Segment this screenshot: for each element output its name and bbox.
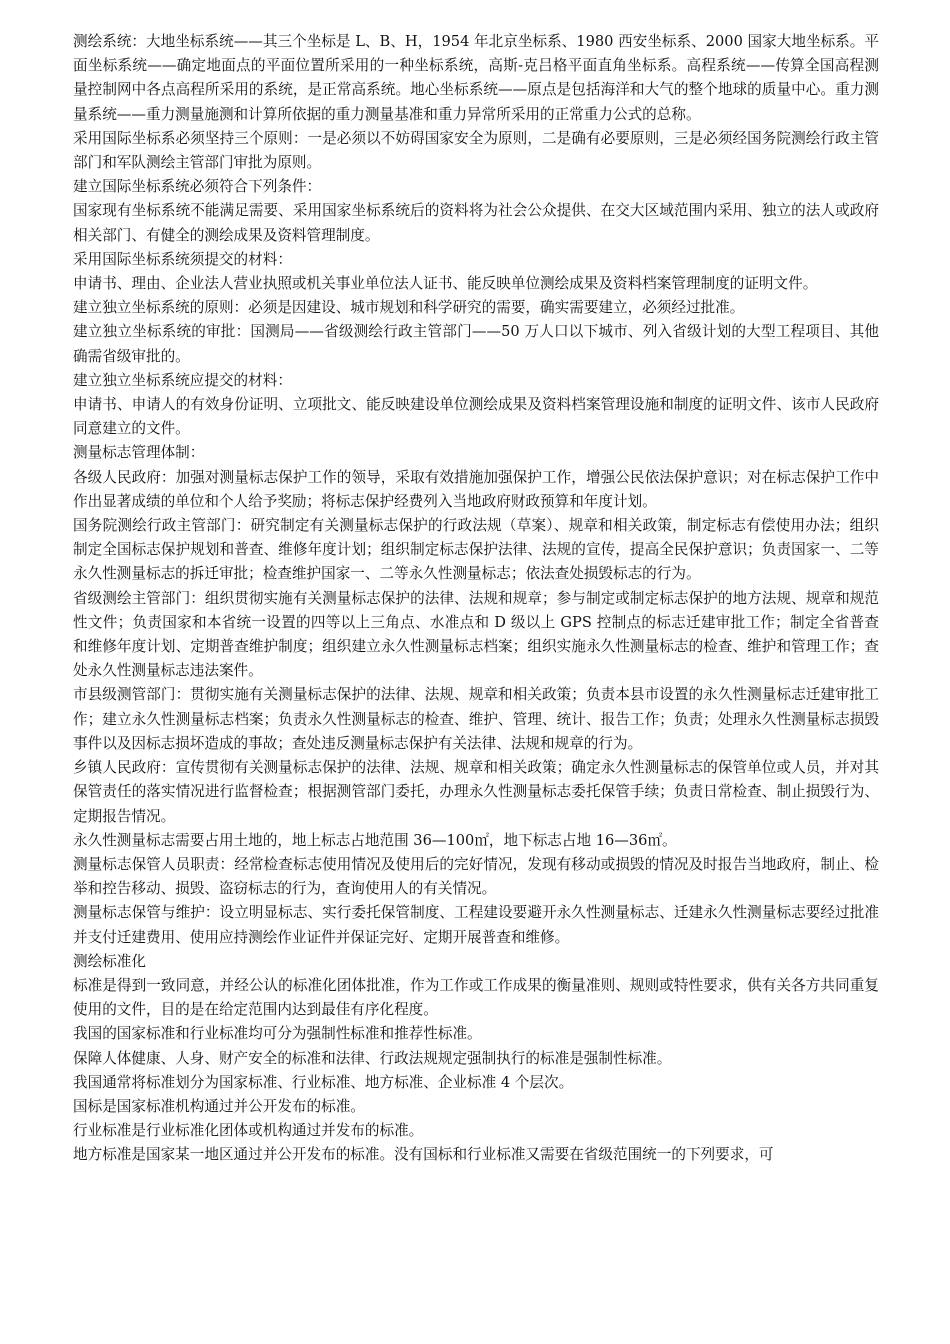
paragraph-city-county-dept: 市县级测管部门：贯彻实施有关测量标志保护的法律、法规、规章和相关政策；负责本县市设置的永久性测量标志迁建审批工作；建立永久性测量标志档案；负责永久性测量标志的检查、维护、管理、统计、报告工作；负责；处理永久性测量标志损毁事件以及因标志损坏造成的事故；查处违反测量标志保护有关法律、法规和规章的行为。 bbox=[73, 686, 879, 752]
paragraph-four-levels: 我国通常将标准划分为国家标准、行业标准、地方标准、企业标准 4 个层次。 bbox=[73, 1073, 574, 1091]
paragraph-custodian-duties: 测量标志保管人员职责：经常检查标志使用情况及使用后的完好情况，发现有移动或损毁的情况及时报告当地政府，制止、检举和控告移动、损毁、盗窃标志的行为，查询使用人的有关情况。 bbox=[73, 855, 879, 898]
paragraph-intl-materials: 申请书、理由、企业法人营业执照或机关事业单位法人证书、能反映单位测绘成果及资料档案管理制度的证明文件。 bbox=[73, 275, 818, 293]
paragraph-independent-materials: 申请书、申请人的有效身份证明、立项批文、能反映建设单位测绘成果及资料档案管理设施和制度的证明文件、该市人民政府同意建立的文件。 bbox=[73, 396, 879, 438]
paragraph-mark-management-heading: 测量标志管理体制： bbox=[73, 444, 205, 462]
paragraph-state-council-dept: 国务院测绘行政主管部门：研究制定有关测量标志保护的行政法规（草案）、规章和相关政策，制定标志有偿使用办法；组织制定全国标志保护规划和普查、维修年度计划；组织制定标志保护法律、法规的宣传，提高全民保护意识；负责国家一、二等永久性测量标志的拆迁审批；检查维护国家一、二等永久性测量标志；依法查处损毁标志的行为。 bbox=[73, 517, 879, 583]
paragraph-township-government: 乡镇人民政府：宣传贯彻有关测量标志保护的法律、法规、规章和相关政策；确定永久性测量标志的保管单位或人员，并对其保管责任的落实情况进行监督检查；根据测管部门委托，办理永久性测量标志委托保管手续；负责日常检查、制止损毁行为、定期报告情况。 bbox=[73, 759, 879, 825]
paragraph-independent-materials-heading: 建立独立坐标系统应提交的材料： bbox=[73, 371, 292, 389]
paragraph-independent-principles: 建立独立坐标系统的原则：必须是因建设、城市规划和科学研究的需要，确实需要建立，必须经过批准。 bbox=[73, 299, 745, 317]
paragraph-industry-standard: 行业标准是行业标准化团体或机构通过并发布的标准。 bbox=[73, 1122, 424, 1140]
paragraph-intl-system-conditions-heading: 建立国际坐标系统必须符合下列条件： bbox=[73, 178, 322, 196]
paragraph-intl-coordinate-principles: 采用国际坐标系必须坚持三个原则：一是必须以不妨碍国家安全为原则，二是确有必要原则，三是必须经国务院测绘行政主管部门和军队测绘主管部门审批为原则。 bbox=[73, 129, 879, 172]
paragraph-national-standard: 国标是国家标准机构通过并公开发布的标准。 bbox=[73, 1097, 365, 1115]
paragraph-independent-approval: 建立独立坐标系统的审批：国测局——省级测绘行政主管部门——50 万人口以下城市、列入省级计划的大型工程项目、其他确需省级审批的。 bbox=[73, 323, 879, 365]
paragraph-surveying-systems: 测绘系统：大地坐标系统——其三个坐标是 L、B、H，1954 年北京坐标系、1980 西安坐标系、2000 国家大地坐标系。平面坐标系统——确定地面点的平面位置所采用的一种坐标系统，高斯-克吕格平面直角坐标系。高程系统——传算全国高程测量控制网中各点高程所采用的系统，是正常高系统。地心坐标系统——原点是包括海洋和大气的整个地球的质量中心。重力测量系统——重力测量施测和计算所依据的重力测量基准和重力异常所采用的正常重力公式的总称。 bbox=[73, 33, 879, 123]
paragraph-intl-materials-heading: 采用国际坐标系统须提交的材料： bbox=[73, 250, 292, 268]
paragraph-standard-definition: 标准是得到一致同意，并经公认的标准化团体批准，作为工作或工作成果的衡量准则、规则或特性要求，供有关各方共同重复使用的文件，目的是在给定范围内达到最佳有序化程度。 bbox=[73, 976, 879, 1019]
paragraph-local-standard: 地方标准是国家某一地区通过并公开发布的标准。没有国标和行业标准又需要在省级范围统一的下列要求，可 bbox=[73, 1146, 774, 1164]
paragraph-provincial-dept: 省级测绘主管部门：组织贯彻实施有关测量标志保护的法律、法规和规章；参与制定或制定标志保护的地方法规、规章和规范性文件；负责国家和本省统一设置的四等以上三角点、水准点和 D 级以上 GPS 控制点的标志迁建审批工作；制定全省普查和维修年度计划、定期普查维护制度；组织建立永久性测量标志档案；组织实施永久性测量标志的检查、维护和管理工作；查处永久性测量标志违法案件。 bbox=[73, 589, 879, 680]
paragraph-intl-system-conditions: 国家现有坐标系统不能满足需要、采用国家坐标系统后的资料将为社会公众提供、在交大区域范围内采用、独立的法人或政府相关部门、有健全的测绘成果及资料管理制度。 bbox=[73, 202, 879, 244]
paragraph-standardization-heading: 测绘标准化 bbox=[73, 952, 146, 970]
paragraph-mandatory-standard: 保障人体健康、人身、财产安全的标准和法律、行政法规规定强制执行的标准是强制性标准。 bbox=[73, 1049, 672, 1067]
paragraph-land-area: 永久性测量标志需要占用土地的，地上标志占地范围 36—100㎡，地下标志占地 16—36㎡。 bbox=[73, 831, 677, 849]
paragraph-custody-maintenance: 测量标志保管与维护：设立明显标志、实行委托保管制度、工程建设要避开永久性测量标志、迁建永久性测量标志要经过批准并支付迁建费用、使用应持测绘作业证件并保证完好、定期开展普查和维修。 bbox=[73, 904, 879, 946]
paragraph-mandatory-recommended: 我国的国家标准和行业标准均可分为强制性标准和推荐性标准。 bbox=[73, 1025, 482, 1043]
document-page bbox=[73, 30, 879, 1168]
paragraph-people-government: 各级人民政府：加强对测量标志保护工作的领导，采取有效措施加强保护工作，增强公民依法保护意识；对在标志保护工作中作出显著成绩的单位和个人给予奖励；将标志保护经费列入当地政府财政预算和年度计划。 bbox=[73, 468, 879, 510]
